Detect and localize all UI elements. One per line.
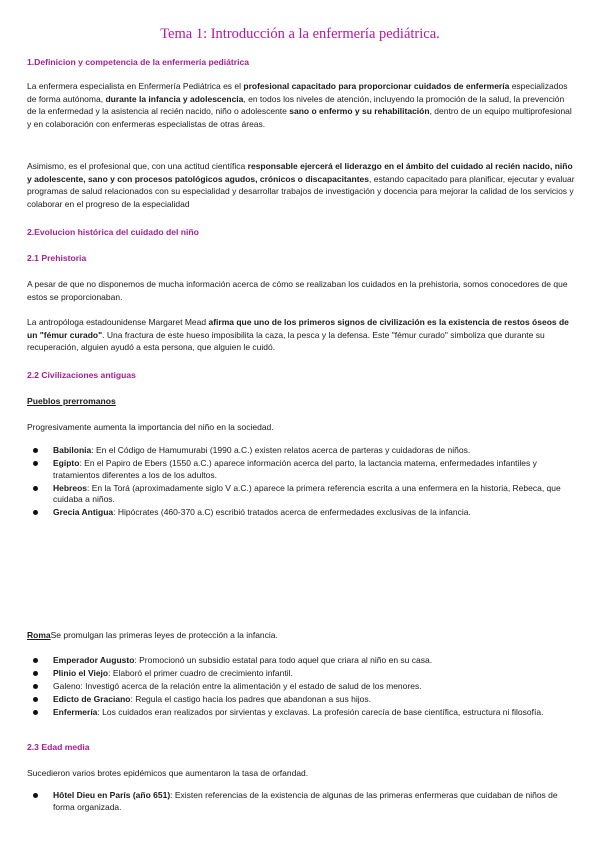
text-run: afirma que uno de los primeros signos de civilización es la existencia de restos óseos de un "fémur curado" bbox=[27, 317, 569, 340]
list-item-term: Hebreos bbox=[53, 482, 88, 493]
pueblos-prerromanos-subheading: Pueblos prerromanos bbox=[27, 396, 116, 406]
text-run: especializados de forma autónoma, bbox=[27, 81, 568, 104]
prerromanos-list bbox=[27, 445, 575, 520]
list-item bbox=[27, 458, 575, 481]
bullet-icon bbox=[33, 461, 38, 466]
text-run: La enfermera especialista en Enfermería Pediátrica es el bbox=[27, 81, 244, 91]
list-item-text: : Los cuidados eran realizados por sirvientas y exclavas. La profesión carecía de base científica, estructura ni filosofía. bbox=[97, 707, 544, 717]
list-item bbox=[27, 790, 575, 813]
text-run: , en todos los niveles de atención, incluyendo la promoción de la salud, la prevención de la enfermedad y la asistencia al recién nacido, niño o adolescente bbox=[27, 93, 565, 116]
list-item-text: : Hipócrates (460-370 a.C) escribió tratados acerca de enfermedades exclusivas de la infancia. bbox=[113, 507, 471, 517]
roma-label: Roma bbox=[27, 630, 51, 640]
bullet-icon bbox=[33, 658, 38, 663]
bullet-icon bbox=[33, 486, 38, 491]
list-item-text: : En la Torá (aproximadamente siglo V a.C.) aparece la primera referencia escrita a una enfermera en la historia, Rebeca, que cuidaba a niños. bbox=[53, 482, 561, 504]
list-item-text: : En el Código de Hamumurabi (1990 a.C.) existen relatos acerca de parteras y cuidadoras de niños. bbox=[91, 445, 471, 455]
list-item-term: Hôtel Dieu en París (año 651) bbox=[53, 790, 171, 800]
text-run: . Una fractura de este hueso imposibilita la caza, la pesca y la defensa. Este "fémur curado" simboliza que durante su recuperación, alguien ayudó a esta persona, que alguien le cuidó. bbox=[27, 329, 545, 352]
list-item-text: : En el Papiro de Ebers (1550 a.C.) aparece información acerca del parto, la lactancia materna, enfermedades infantiles y tratamientos diferentes a los de los adultos. bbox=[53, 458, 537, 480]
list-item bbox=[27, 681, 575, 693]
text-run: profesional capacitado para proporcionar cuidados de enfermería bbox=[243, 81, 510, 91]
list-item-text: : Regula el castigo hacia los padres que abandonan a sus hijos. bbox=[130, 694, 371, 704]
list-item-text: Galeno: Investigó acerca de la relación entre la alimentación y el estado de salud de los menores. bbox=[53, 681, 422, 691]
list-item-term: Enfermería bbox=[53, 707, 98, 717]
list-item bbox=[27, 445, 575, 457]
list-item-text: : Elaboró el primer cuadro de crecimiento infantil. bbox=[108, 668, 293, 678]
bullet-icon bbox=[33, 684, 38, 689]
text-run: , dentro de un equipo multiprofesional y en colaboración con enfermeras especialistas de otras áreas. bbox=[27, 106, 572, 129]
prehistoria-heading: 2.1 Prehistoria bbox=[27, 253, 87, 263]
page-title: Tema 1: Introducción a la enfermería pediátrica. bbox=[160, 26, 440, 42]
text-run: sano o enfermo y su rehabilitación bbox=[289, 106, 430, 116]
roma-text: Se promulgan las primeras leyes de protección a la infancia. bbox=[50, 630, 278, 640]
list-item-term: Egipto bbox=[53, 458, 80, 468]
list-item-text: : Existen referencias de la existencia de algunas de las primeras enfermeras que cuidaban de niños de forma organizada. bbox=[53, 790, 558, 812]
bullet-icon bbox=[33, 448, 38, 453]
section-1-paragraph-2 bbox=[27, 160, 575, 210]
bullet-icon bbox=[33, 510, 38, 515]
text-run: La antropóloga estadounidense Margaret Mead bbox=[27, 317, 209, 327]
section-2-heading: 2.Evolucion histórica del cuidado del niño bbox=[27, 227, 199, 237]
bullet-icon bbox=[33, 697, 38, 702]
civilizaciones-intro: Progresivamente aumenta la importancia del niño en la sociedad. bbox=[27, 422, 274, 432]
bullet-icon bbox=[33, 671, 38, 676]
list-item-term: Grecia Antigua bbox=[53, 507, 114, 517]
list-item-term: Plinio el Viejo bbox=[53, 668, 109, 678]
list-item bbox=[27, 483, 575, 506]
list-item bbox=[27, 655, 575, 667]
text-run: responsable ejercerá el liderazgo en el ámbito del cuidado al recién nacido, niño y adolescente, sano y con procesos patológicos agudos, crónicos o discapacitantes bbox=[27, 161, 573, 184]
civilizaciones-heading: 2.2 Civilizaciones antiguas bbox=[27, 370, 136, 380]
section-1-heading: 1.Definicion y competencia de la enfermería pediátrica bbox=[27, 57, 250, 67]
roma-line bbox=[27, 630, 278, 640]
bullet-icon bbox=[33, 793, 38, 798]
section-1-paragraph-1 bbox=[27, 80, 575, 130]
list-item-term: Emperador Augusto bbox=[53, 655, 135, 665]
edad-media-list bbox=[27, 790, 575, 815]
list-item bbox=[27, 707, 575, 719]
prehistoria-paragraph-2 bbox=[27, 316, 575, 354]
text-run: durante la infancia y adolescencia bbox=[105, 93, 244, 104]
list-item bbox=[27, 668, 575, 680]
list-item-term: Babilonia bbox=[53, 445, 92, 455]
edad-media-intro: Sucedieron varios brotes epidémicos que aumentaron la tasa de orfandad. bbox=[27, 768, 309, 778]
text-run: , estando capacitado para planificar, ejecutar y evaluar programas de salud relacionados con su especialidad y desarrollar trabajos de investigación y docencia para mejorar la calidad de los servicios y colaborar en el progreso de la especialidad bbox=[27, 173, 575, 209]
prehistoria-paragraph-1 bbox=[27, 278, 575, 303]
text-run: A pesar de que no disponemos de mucha información acerca de cómo se realizaban los cuidados en la prehistoria, somos conocedores de que estos se proporcionaban. bbox=[27, 279, 568, 302]
list-item-text: : Promocionó un subsidio estatal para todo aquel que criara al niño en su casa. bbox=[134, 655, 433, 665]
bullet-icon bbox=[33, 710, 38, 715]
roma-list bbox=[27, 655, 575, 720]
edad-media-heading: 2.3 Edad media bbox=[27, 742, 90, 752]
list-item bbox=[27, 694, 575, 706]
list-item-term: Edicto de Graciano bbox=[53, 694, 131, 704]
text-run: Asimismo, es el profesional que, con una actitud científica bbox=[27, 161, 248, 171]
list-item bbox=[27, 507, 575, 519]
